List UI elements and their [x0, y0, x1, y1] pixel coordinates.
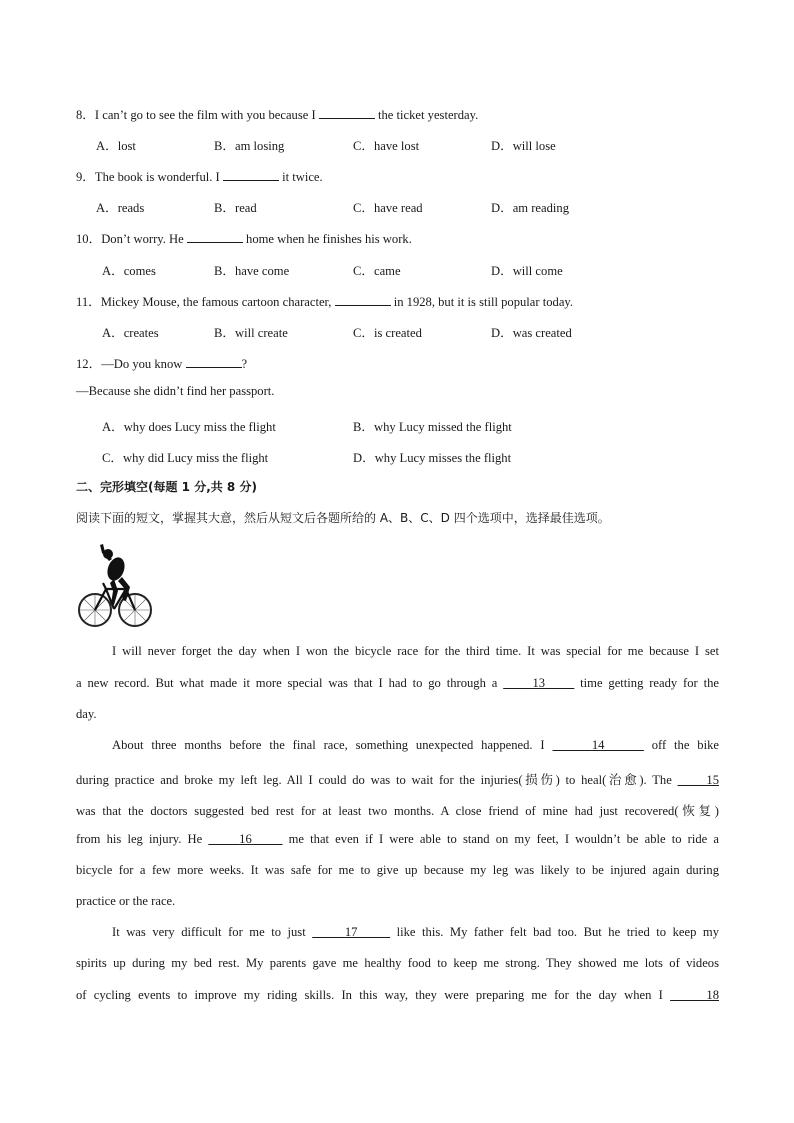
passage-line: from his leg injury. He 16 me that even if I were able to stand on my feet, I wouldn’t be able to ride a	[76, 832, 719, 846]
option-d[interactable]: D．will come	[491, 264, 563, 278]
blank-14[interactable]: 14	[591, 738, 605, 752]
question-12-reply: —Because she didn’t find her passport.	[76, 384, 275, 398]
question-8: 8．I can’t go to see the film with you because I the ticket yesterday.	[76, 108, 479, 122]
answer-blank[interactable]	[223, 168, 279, 181]
answer-blank[interactable]	[186, 355, 242, 368]
section-heading: 二、完形填空(每题 1 分,共 8 分)	[76, 480, 257, 494]
option-d[interactable]: D．was created	[491, 326, 572, 340]
answer-blank[interactable]	[319, 106, 375, 119]
option-a[interactable]: A．comes	[102, 264, 156, 278]
option-b[interactable]: B．why Lucy missed the flight	[353, 420, 512, 434]
option-a[interactable]: A．creates	[102, 326, 159, 340]
passage-line: I will never forget the day when I won the bicycle race for the third time. It was special for me because I set	[112, 644, 719, 658]
option-c[interactable]: C．why did Lucy miss the flight	[102, 451, 269, 465]
option-d[interactable]: D．why Lucy misses the flight	[353, 451, 512, 465]
blank-13[interactable]: 13	[532, 676, 546, 690]
question-12: 12．—Do you know ?	[76, 357, 248, 371]
passage-line: a new record. But what made it more special was that I had to go through a 13 time getting ready for the	[76, 676, 719, 690]
option-b[interactable]: B．have come	[214, 264, 290, 278]
passage-line: It was very difficult for me to just 17 like this. My father felt bad too. But he tried to keep my	[112, 925, 720, 939]
passage-line: spirits up during my bed rest. My parents gave me healthy food to keep me strong. They showed me lots of videos	[76, 956, 719, 970]
option-d[interactable]: D．am reading	[491, 201, 569, 215]
passage-line: during practice and broke my left leg. All I could do was to wait for the injuries(损伤) to heal(治愈). The 15	[76, 773, 720, 787]
option-c[interactable]: C．came	[353, 264, 401, 278]
option-d[interactable]: D．will lose	[491, 139, 556, 153]
question-9: 9．The book is wonderful. I it twice.	[76, 170, 323, 184]
passage-line: day.	[76, 707, 97, 721]
option-b[interactable]: B．will create	[214, 326, 288, 340]
option-a[interactable]: A．lost	[96, 139, 136, 153]
option-c[interactable]: C．have lost	[353, 139, 420, 153]
option-b[interactable]: B．read	[214, 201, 257, 215]
option-b[interactable]: B．am losing	[214, 139, 285, 153]
blank-18[interactable]: 18	[706, 988, 719, 1002]
section-instruction: 阅读下面的短文，掌握其大意，然后从短文后各题所给的 A、B、C、D 四个选项中，选择最佳选项。	[76, 511, 610, 525]
question-11: 11．Mickey Mouse, the famous cartoon character, in 1928, but it is still popular today.	[76, 295, 574, 309]
answer-blank[interactable]	[187, 230, 243, 243]
passage-line: bicycle for a few more weeks. It was safe for me to give up because my leg was likely to be injured again during	[76, 863, 719, 877]
passage-line: About three months before the final race, something unexpected happened. I 14 off the bike	[112, 738, 719, 752]
cyclist-illustration	[78, 543, 154, 629]
option-a[interactable]: A．why does Lucy miss the flight	[102, 420, 276, 434]
blank-15[interactable]: 15	[706, 773, 720, 787]
passage-line: was that the doctors suggested bed rest for at least two months. A close friend of mine had just recovered(恢复)	[76, 804, 719, 818]
option-c[interactable]: C．have read	[353, 201, 423, 215]
option-c[interactable]: C．is created	[353, 326, 422, 340]
blank-16[interactable]: 16	[239, 832, 252, 846]
question-10: 10．Don’t worry. He home when he finishes his work.	[76, 232, 412, 246]
passage-line: of cycling events to improve my riding skills. In this way, they were preparing me for the day when I 18	[76, 988, 719, 1002]
option-a[interactable]: A．reads	[96, 201, 145, 215]
blank-17[interactable]: 17	[344, 925, 358, 939]
answer-blank[interactable]	[335, 293, 391, 306]
passage-line: practice or the race.	[76, 894, 176, 908]
